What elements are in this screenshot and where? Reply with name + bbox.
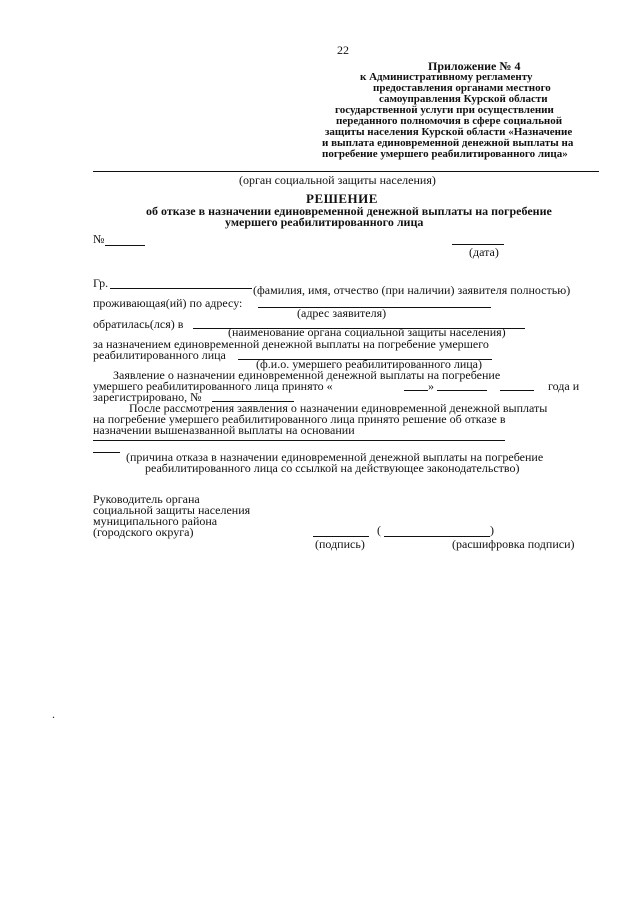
page-number: 22 bbox=[337, 43, 349, 57]
date-caption: (дата) bbox=[469, 245, 499, 259]
sign-caption: (подпись) bbox=[315, 537, 365, 551]
month-line bbox=[437, 390, 487, 391]
gr-label: Гр. bbox=[93, 276, 109, 290]
appendix-line: к Административному регламенту bbox=[360, 71, 533, 83]
appendix-title: Приложение № 4 bbox=[428, 59, 521, 73]
after-review-text: назначении вышеназванной выплаты на основании bbox=[93, 423, 355, 437]
after-review-text: После рассмотрения заявления о назначении единовременной денежной выплаты bbox=[129, 401, 548, 415]
statement-text: Заявление о назначении единовременной денежной выплаты на погребение bbox=[113, 368, 501, 382]
decision-title: РЕШЕНИЕ bbox=[306, 191, 378, 206]
fio-line bbox=[110, 288, 252, 289]
address-caption: (адрес заявителя) bbox=[297, 306, 387, 320]
margin-mark: . bbox=[52, 707, 55, 721]
decode-open: ( bbox=[377, 523, 381, 537]
decode-close: ) bbox=[490, 523, 494, 537]
reason-line bbox=[93, 440, 505, 441]
year-line bbox=[500, 390, 534, 391]
appendix-line: предоставления органами местного bbox=[373, 82, 551, 94]
appendix-line: государственной услуги при осуществлении bbox=[335, 104, 554, 116]
day-line bbox=[404, 390, 428, 391]
fio-deceased-caption: (ф.и.о. умершего реабилитированного лица) bbox=[256, 357, 483, 371]
head-line: муниципального района bbox=[93, 514, 218, 528]
statement-text: зарегистрировано, № bbox=[93, 390, 202, 404]
appendix-line: самоуправления Курской области bbox=[379, 93, 548, 105]
reason-line bbox=[93, 452, 120, 453]
fio-caption: (фамилия, имя, отчество (при наличии) заявителя полностью) bbox=[253, 283, 571, 297]
head-line: социальной защиты населения bbox=[93, 503, 251, 517]
number-line bbox=[105, 245, 145, 246]
reason-caption: реабилитированного лица со ссылкой на действующее законодательство) bbox=[145, 461, 520, 475]
appendix-line: защиты населения Курской области «Назначение bbox=[325, 126, 573, 138]
for-assign-text: за назначением единовременной денежной выплаты на погребение умершего bbox=[93, 337, 489, 351]
statement-text: года и bbox=[548, 379, 580, 393]
decision-subtitle: об отказе в назначении единовременной денежной выплаты на погребение bbox=[146, 204, 552, 218]
head-line: (городского округа) bbox=[93, 525, 194, 539]
org-caption: (орган социальной защиты населения) bbox=[239, 173, 436, 187]
after-review-text: на погребение умершего реабилитированного лица принято решение об отказе в bbox=[93, 412, 506, 426]
decode-caption: (расшифровка подписи) bbox=[452, 537, 575, 551]
number-label: № bbox=[93, 232, 105, 246]
org-name-caption: (наименование органа социальной защиты населения) bbox=[228, 325, 506, 339]
statement-text: умершего реабилитированного лица принято « bbox=[93, 379, 333, 393]
residing-label: проживающая(ий) по адресу: bbox=[93, 296, 243, 310]
head-line: Руководитель органа bbox=[93, 492, 200, 506]
for-assign-text: реабилитированного лица bbox=[93, 348, 226, 362]
appendix-line: переданного полномочия в сфере социальной bbox=[336, 115, 563, 127]
appendix-line: и выплата единовременной денежной выплаты на bbox=[322, 137, 574, 149]
appendix-line: погребение умершего реабилитированного лица» bbox=[322, 148, 568, 160]
reason-caption: (причина отказа в назначении единовременной денежной выплаты на погребение bbox=[126, 450, 544, 464]
decision-subtitle: умершего реабилитированного лица bbox=[225, 215, 424, 229]
statement-text: » bbox=[428, 379, 434, 393]
applied-label: обратилась(лся) в bbox=[93, 317, 184, 331]
org-line bbox=[93, 171, 599, 172]
